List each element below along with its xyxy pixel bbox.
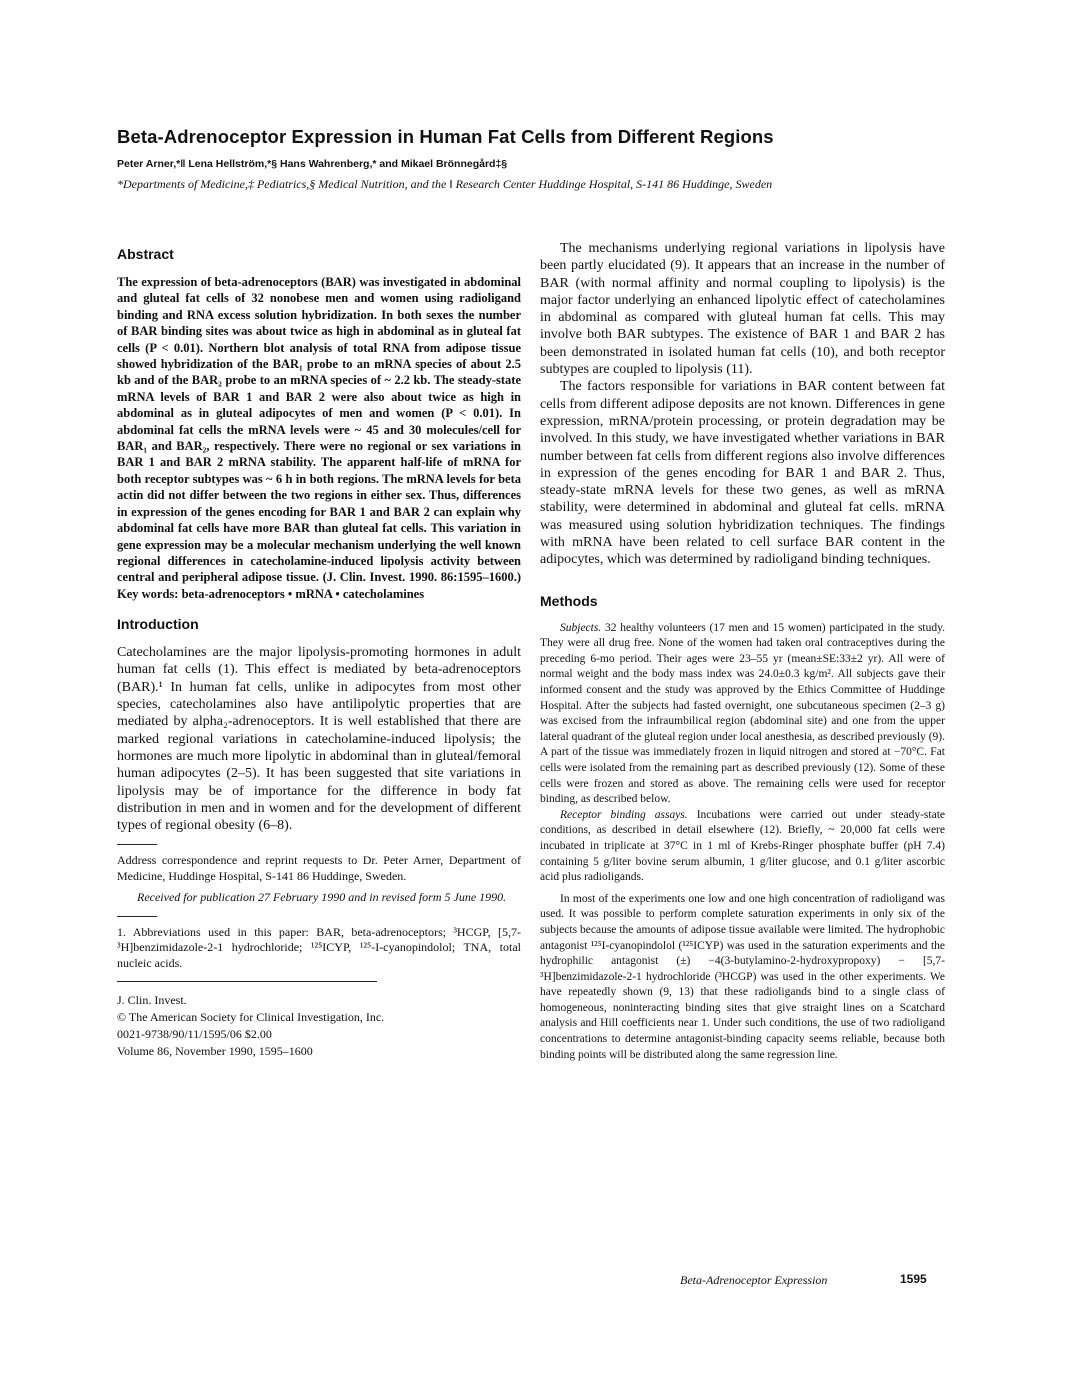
introduction-heading: Introduction	[117, 616, 199, 633]
correspondence-note: Address correspondence and reprint requests to Dr. Peter Arner, Department of Medicine, Huddinge Hospital, S-141 86 Huddinge, Sweden.	[117, 853, 521, 883]
copyright-line: © The American Society for Clinical Investigation, Inc.	[117, 1010, 385, 1025]
author-list: Peter Arner,*‖ Lena Hellström,*§ Hans Wahrenberg,* and Mikael Brönnegård‡§	[117, 158, 508, 170]
introduction-paragraph-2: The mechanisms underlying regional variations in lipolysis have been partly elucidated (9). It appears that an increase in the number of BAR (with normal affinity and normal coupling to lipolysis) is the major factor underlying an enhanced lipolytic effect of catecholamines in abdominal as compared with gluteal human fat cells. This may involve both BAR subtypes. The existence of BAR 1 and BAR 2 has been demonstrated in isolated human fat cells (10), and both receptor subtypes are coupled to lipolysis (11).	[540, 241, 945, 378]
subjects-text: 32 healthy volunteers (17 men and 15 women) participated in the study. They were all drug free. None of the women had taken oral contraceptives during the preceding 6-mo period. Their ages were 23–55 yr (mean±SE:33±2 yr). All were of normal weight and the body mass index was 24.0±0.3 kg/m². All subjects gave their informed consent and the study was approved by the Ethics Committee of Huddinge Hospital. After the subjects had fasted overnight, one subcutaneous specimen (2–3 g) was excised from the infraumbilical region (abdominal site) and one from the upper lateral quadrant of the gluteal region under local anesthesia, as described previously (9). A part of the tissue was immediately frozen in liquid nitrogen and stored at −70°C. Fat cells were isolated from the remaining part as described previously (12). Some of these cells were frozen and stored as above. The remaining cells were used for receptor binding, as described below.	[540, 621, 945, 806]
right-column	[540, 240, 945, 1063]
abstract-text: The expression of beta-adrenoceptors (BAR) was investigated in abdominal and gluteal fat cells of 32 nonobese men and women using radioligand binding and RNA excess solution hybridization. In both sexes the number of BAR binding sites was about twice as high in abdominal as in gluteal fat cells (P < 0.01). Northern blot analysis of total RNA from adipose tissue showed hybridization of the BAR₁ probe to an mRNA species of about 2.5 kb and of the BAR₂ probe to an mRNA species of ~ 2.2 kb. The steady-state mRNA levels of BAR 1 and BAR 2 were also about twice as high in abdominal as in gluteal adipocytes of men and women (P < 0.01). In abdominal fat cells the mRNA levels were ~ 45 and 30 molecules/cell for BAR₁ and BAR₂, respectively. There were no regional or sex variations in BAR 1 and BAR 2 mRNA stability. The apparent half-life of mRNA for both receptor subtypes was ~ 6 h in both regions. The mRNA levels for beta actin did not differ between the two regions in either sex. Thus, differences in expression of the genes encoding for BAR 1 and BAR 2 can explain why abdominal fat cells have more BAR than gluteal fat cells. This variation in gene expression may be a molecular mechanism underlying the well known regional differences in catecholamine-induced lipolysis activity between central and peripheral adipose tissue. (J. Clin. Invest. 1990. 86:1595–1600.) Key words: beta-adrenoceptors • mRNA • catecholamines	[117, 275, 521, 601]
page-number: 1595	[900, 1272, 927, 1286]
volume-line: Volume 86, November 1990, 1595–1600	[117, 1044, 313, 1059]
introduction-paragraph-1: Catecholamines are the major lipolysis-promoting hormones in adult human fat cells (1). This effect is mediated by beta-adrenoceptors (BAR).¹ In human fat cells, unlike in adipocytes from most other species, catecholamines also have antilipolytic properties that are mediated by alpha₂-adrenoceptors. It is well established that there are marked regional variations in catecholamine-induced lipolysis; the hormones are much more lipolytic in abdominal than in gluteal/femoral human adipocytes (2–5). It has been suggested that site variations in lipolysis may be of importance for the difference in body fat distribution in men and in women and for the development of different types of regional obesity (6–8).	[117, 645, 521, 834]
journal-divider	[117, 981, 377, 982]
left-column	[117, 240, 521, 1060]
methods-heading: Methods	[540, 592, 598, 609]
footnote-divider	[117, 844, 157, 845]
introduction-paragraph-3: The factors responsible for variations in BAR content between fat cells from different adipose deposits are not known. Differences in gene expression, mRNA/protein processing, or protein degradation may be involved. In this study, we have investigated whether variations in BAR number between fat cells from different regions also involve differences in expression of the genes encoding for BAR 1 and BAR 2. Thus, steady-state mRNA levels for these two genes, as well as mRNA stability, were determined in abdominal and gluteal fat cells. mRNA was measured using solution hybridization techniques. The findings with mRNA have been related to cell surface BAR content in the adipocytes, which was determined by radioligand binding techniques.	[540, 379, 945, 568]
paper-title: Beta-Adrenoceptor Expression in Human Fat Cells from Different Regions	[117, 126, 774, 147]
affiliation: *Departments of Medicine,‡ Pediatrics,§ Medical Nutrition, and the ‖ Research Center Huddinge Hospital, S-141 86 Huddinge, Sweden	[117, 177, 773, 191]
receptor-label: Receptor binding assays.	[560, 808, 688, 821]
journal-name: J. Clin. Invest.	[117, 993, 187, 1008]
methods-subjects-paragraph	[540, 621, 945, 808]
issn-line: 0021-9738/90/11/1595/06 $2.00	[117, 1027, 272, 1042]
methods-receptor-paragraph	[540, 808, 945, 886]
receptor-text: Incubations were carried out under steady-state conditions, as described in detail elsewhere (12). Briefly, ~ 20,000 fat cells were incubated in triplicate at 37°C in 1 ml of Krebs-Ringer phosphate buffer (pH 7.4) containing 5 g/liter bovine serum albumin, 1 g/liter glucose, and 0.1 g/liter ascorbic acid plus radioligands.	[540, 808, 946, 884]
abbreviation-divider	[117, 916, 157, 917]
running-head: Beta-Adrenoceptor Expression	[680, 1273, 828, 1287]
abstract-heading: Abstract	[117, 246, 174, 262]
received-note: Received for publication 27 February 1990 and in revised form 5 June 1990.	[137, 890, 507, 905]
abbreviations-note: 1. Abbreviations used in this paper: BAR, beta-adrenoceptors; ³HCGP, [5,7-³H]benzimidazole-2-1 hydrochloride; ¹²⁵ICYP, ¹²⁵-I-cyanopindolol; TNA, total nucleic acids.	[117, 924, 521, 970]
methods-radioligand-paragraph: In most of the experiments one low and one high concentration of radioligand was used. It was possible to perform complete saturation experiments in only six of the subjects because the amounts of adipose tissue available were limited. The hydrophobic antagonist ¹²⁵I-cyanopindolol (¹²⁵ICYP) was used in the saturation experiments and the hydrophilic antagonist (±) −4(3-butylamino-2-hydroxypropoxy) − [5,7-³H]benzimidazole-2-1 hydrochloride (³HCGP) was used in the other experiments. We have repeatedly shown (9, 13) that these radioligands bind to a single class of homogeneous, noninteracting binding sites that give straight lines on a Scatchard analysis and Hill coefficients near 1. Under such conditions, the use of two radioligand concentrations to determine antagonist-binding capacity seems reliable, because both binding points will be distributed along the same regression line.	[540, 892, 945, 1061]
subjects-label: Subjects.	[560, 621, 602, 634]
